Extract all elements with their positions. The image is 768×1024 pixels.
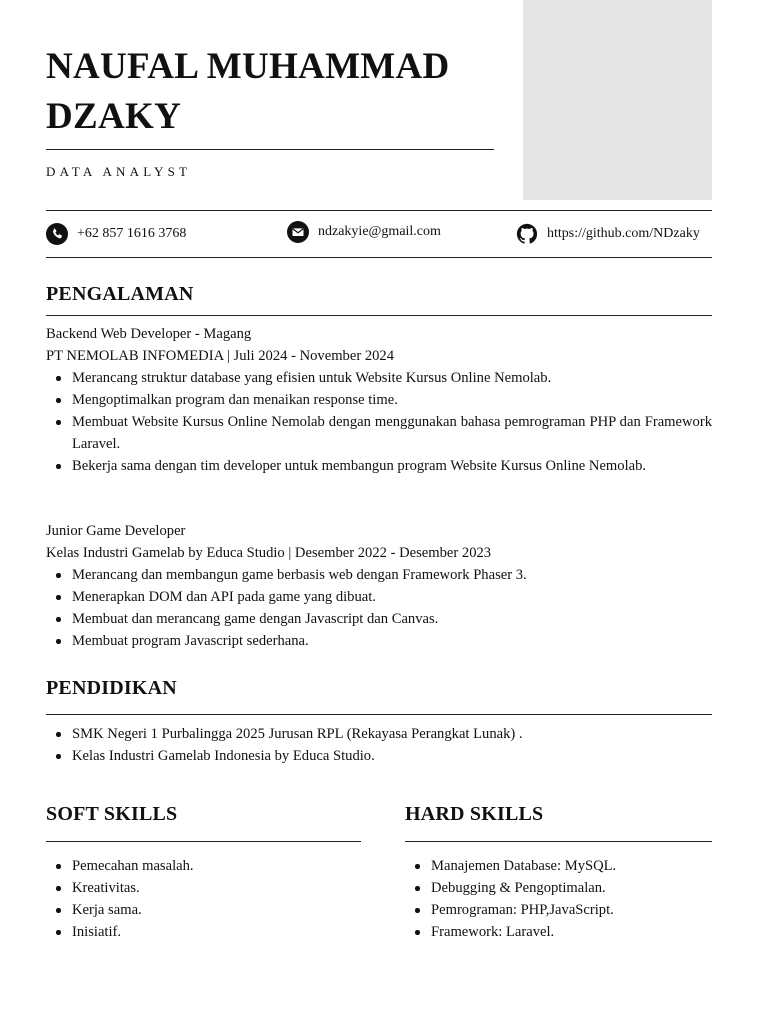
list-item: SMK Negeri 1 Purbalingga 2025 Jurusan RPL (Rekayasa Perangkat Lunak) . <box>72 723 712 745</box>
divider <box>46 315 712 316</box>
job-duties-list <box>46 367 712 477</box>
list-item: Merancang dan membangun game berbasis web dengan Framework Phaser 3. <box>72 564 712 586</box>
list-item: Kerja sama. <box>72 899 361 921</box>
divider <box>46 149 494 150</box>
list-item: Debugging & Pengoptimalan. <box>431 877 712 899</box>
soft-skills-list <box>46 855 361 943</box>
section-title-soft-skills: SOFT SKILLS <box>46 803 178 825</box>
section-title-hard-skills: HARD SKILLS <box>405 803 544 825</box>
section-title-experience: PENGALAMAN <box>46 283 194 305</box>
email-address[interactable]: ndzakyie@gmail.com <box>318 224 441 239</box>
education-block <box>46 723 712 767</box>
hard-skills-list <box>405 855 712 943</box>
hard-skills-block <box>405 855 712 943</box>
name-line-1: NAUFAL MUHAMMAD <box>46 46 450 87</box>
contact-phone <box>46 222 186 246</box>
list-item: Kelas Industri Gamelab Indonesia by Educa Studio. <box>72 745 712 767</box>
experience-job-2 <box>46 520 712 652</box>
phone-number: +62 857 1616 3768 <box>77 226 187 241</box>
divider <box>46 257 712 258</box>
list-item: Mengoptimalkan program dan menaikan response time. <box>72 389 712 411</box>
divider <box>405 841 712 842</box>
contact-email <box>287 220 441 244</box>
list-item: Membuat Website Kursus Online Nemolab dengan menggunakan bahasa pemrograman PHP dan Framework Laravel. <box>72 411 712 455</box>
section-title-education: PENDIDIKAN <box>46 677 177 699</box>
job-position: Backend Web Developer - Magang <box>46 326 252 342</box>
job-position: Junior Game Developer <box>46 523 186 539</box>
github-link[interactable]: https://github.com/NDzaky <box>547 226 700 241</box>
name-line-2: DZAKY <box>46 96 182 137</box>
divider <box>46 841 361 842</box>
list-item: Membuat dan merancang game dengan Javascript dan Canvas. <box>72 608 712 630</box>
list-item: Manajemen Database: MySQL. <box>431 855 712 877</box>
list-item: Membuat program Javascript sederhana. <box>72 630 712 652</box>
soft-skills-block <box>46 855 361 943</box>
list-item: Merancang struktur database yang efisien untuk Website Kursus Online Nemolab. <box>72 367 712 389</box>
profile-photo-placeholder <box>523 0 712 200</box>
phone-icon <box>46 223 68 245</box>
candidate-name <box>46 42 516 142</box>
mail-icon <box>287 221 309 243</box>
list-item: Pemecahan masalah. <box>72 855 361 877</box>
list-item: Pemrograman: PHP,JavaScript. <box>431 899 712 921</box>
list-item: Inisiatif. <box>72 921 361 943</box>
job-role: DATA ANALYST <box>46 164 192 179</box>
divider <box>46 210 712 211</box>
divider <box>46 714 712 715</box>
education-list <box>46 723 712 767</box>
job-duties-list <box>46 564 712 652</box>
contact-github <box>516 222 700 246</box>
list-item: Framework: Laravel. <box>431 921 712 943</box>
github-icon <box>516 223 538 245</box>
list-item: Menerapkan DOM dan API pada game yang dibuat. <box>72 586 712 608</box>
experience-job-1 <box>46 323 712 477</box>
list-item: Bekerja sama dengan tim developer untuk membangun program Website Kursus Online Nemolab. <box>72 455 712 477</box>
list-item: Kreativitas. <box>72 877 361 899</box>
job-company: Kelas Industri Gamelab by Educa Studio | Desember 2022 - Desember 2023 <box>46 545 492 561</box>
job-company: PT NEMOLAB INFOMEDIA | Juli 2024 - November 2024 <box>46 348 395 364</box>
